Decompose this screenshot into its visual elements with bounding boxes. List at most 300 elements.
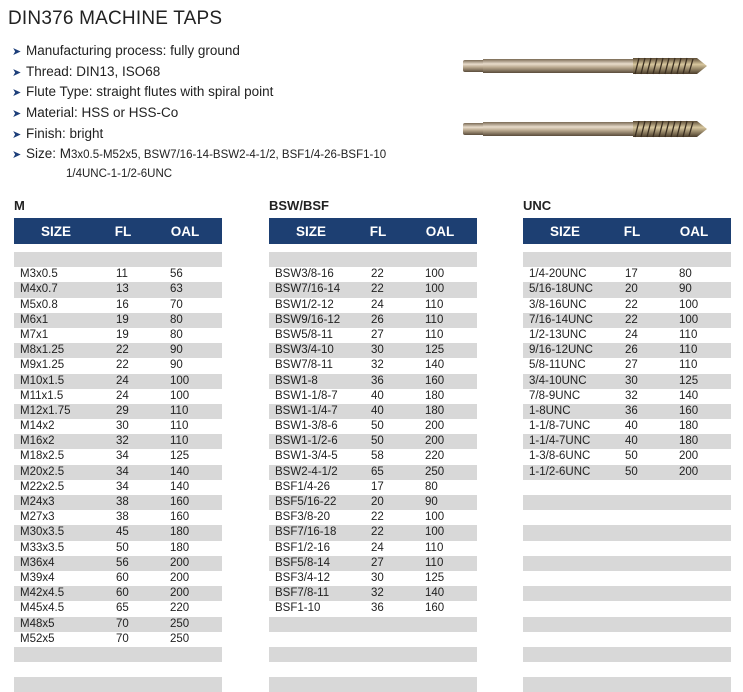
cell-oal	[671, 601, 731, 616]
cell-size	[269, 662, 367, 677]
cell-size: 5/8-11UNC	[529, 359, 586, 372]
cell-oal: 220	[425, 450, 445, 463]
cell-size: BSW7/8-11	[275, 359, 333, 372]
cell-oal: 180	[425, 404, 445, 417]
table-category: UNC	[523, 198, 552, 213]
cell-fl: 65	[371, 465, 384, 478]
cell-size: BSW3/4-10	[275, 344, 334, 357]
table-row	[14, 298, 222, 313]
cell-fl: 11	[116, 268, 128, 281]
cell-size: BSW1-1/8-7	[275, 389, 338, 402]
table-row	[523, 419, 731, 434]
cell-oal	[671, 571, 731, 586]
cell-size	[523, 525, 621, 540]
cell-fl: 20	[625, 283, 638, 296]
cell-fl	[112, 677, 162, 692]
cell-oal: 200	[170, 587, 190, 600]
cell-size: 1-3/8-6UNC	[529, 450, 591, 463]
table-row	[269, 601, 477, 616]
cell-size	[523, 556, 621, 571]
cell-size: M4x0.7	[20, 283, 58, 296]
cell-oal: 160	[170, 496, 190, 508]
cell-oal	[671, 662, 731, 677]
cell-fl	[367, 632, 417, 647]
header-size: SIZE	[40, 223, 71, 239]
table-row	[14, 313, 222, 328]
header-size: SIZE	[295, 223, 326, 239]
cell-oal: 200	[679, 465, 699, 478]
cell-size: BSW1/2-12	[275, 298, 334, 311]
cell-size: 7/16-14UNC	[529, 313, 593, 326]
cell-oal: 100	[170, 389, 190, 402]
table-row	[269, 282, 477, 297]
table-row	[14, 510, 222, 525]
cell-size: M52x5	[20, 632, 55, 645]
table-row	[523, 480, 731, 495]
cell-oal: 160	[679, 404, 699, 417]
table-row	[523, 267, 731, 282]
cell-size: 1-1/2-6UNC	[529, 465, 591, 478]
table-row	[269, 298, 477, 313]
table-row	[523, 541, 731, 556]
cell-fl	[112, 647, 162, 662]
cell-fl: 40	[371, 389, 384, 402]
cell-fl: 50	[625, 450, 638, 463]
cell-fl: 50	[116, 541, 129, 554]
cell-fl: 22	[116, 359, 129, 372]
cell-size: BSW1-1/4-7	[275, 404, 338, 417]
cell-oal	[417, 252, 477, 267]
cell-size	[14, 677, 112, 692]
cell-oal: 200	[679, 450, 699, 463]
table-row	[523, 434, 731, 449]
cell-oal	[417, 632, 477, 647]
cell-oal: 110	[170, 404, 189, 417]
cell-oal: 100	[425, 268, 445, 281]
cell-size: M6x1	[20, 313, 49, 326]
table-row	[523, 282, 731, 297]
cell-oal: 140	[679, 389, 699, 402]
header-fl: FL	[114, 223, 132, 239]
table-row	[523, 510, 731, 525]
table-row	[523, 252, 731, 267]
cell-size: M24x3	[20, 496, 55, 508]
cell-oal: 90	[679, 283, 692, 296]
table-row	[14, 617, 222, 632]
cell-size: M5x0.8	[20, 298, 58, 311]
cell-fl: 38	[116, 496, 129, 508]
cell-oal: 110	[679, 359, 698, 372]
cell-fl	[621, 252, 671, 267]
cell-size: M27x3	[20, 511, 55, 524]
cell-size: M18x2.5	[20, 450, 65, 463]
table-row	[269, 374, 477, 389]
cell-size	[523, 480, 621, 495]
cell-fl: 34	[116, 450, 129, 463]
cell-oal	[671, 677, 731, 692]
table-row	[14, 677, 222, 692]
table-row	[523, 586, 731, 601]
cell-size: BSF1/4-26	[275, 480, 330, 493]
cell-oal: 56	[170, 268, 183, 281]
cell-fl: 27	[625, 359, 638, 372]
cell-fl: 65	[116, 602, 129, 615]
cell-fl: 22	[371, 283, 384, 296]
table-row	[14, 632, 222, 647]
cell-oal: 80	[425, 480, 438, 493]
cell-size: M20x2.5	[20, 465, 65, 478]
cell-oal: 110	[425, 298, 444, 311]
cell-oal: 250	[170, 617, 190, 630]
feature-list	[12, 41, 386, 165]
header-oal: OAL	[170, 223, 200, 239]
table-row	[269, 617, 477, 632]
cell-size: 9/16-12UNC	[529, 344, 593, 357]
cell-size: M9x1.25	[20, 359, 65, 372]
cell-fl: 22	[625, 313, 638, 326]
feature-item: ➤ Manufacturing process: fully ground	[12, 41, 386, 62]
table-row	[523, 525, 731, 540]
table-row	[14, 358, 222, 373]
cell-size: M14x2	[20, 420, 55, 433]
cell-fl: 26	[371, 313, 384, 326]
cell-oal: 100	[170, 374, 190, 387]
cell-size: M33x3.5	[20, 541, 65, 554]
cell-fl	[621, 617, 671, 632]
cell-oal: 125	[679, 374, 699, 387]
cell-oal: 200	[425, 435, 445, 448]
table-row	[269, 677, 477, 692]
cell-oal	[162, 662, 222, 677]
table-row	[14, 647, 222, 662]
cell-size: BSF3/4-12	[275, 571, 330, 584]
table-row	[14, 252, 222, 267]
table-row	[523, 465, 731, 480]
cell-fl: 19	[116, 313, 129, 326]
cell-fl: 24	[371, 298, 384, 311]
cell-size: BSW9/16-12	[275, 313, 341, 326]
cell-oal: 140	[170, 465, 190, 478]
cell-size: BSF1/2-16	[275, 541, 330, 554]
cell-size: M45x4.5	[20, 602, 65, 615]
cell-oal	[671, 586, 731, 601]
cell-fl: 40	[625, 420, 638, 433]
cell-size: M30x3.5	[20, 526, 65, 539]
cell-fl: 60	[116, 587, 129, 600]
cell-oal	[162, 677, 222, 692]
cell-fl: 20	[371, 496, 384, 508]
cell-fl	[621, 677, 671, 692]
table-row	[14, 343, 222, 358]
cell-size: BSW1-1/2-6	[275, 435, 338, 448]
table-row	[523, 677, 731, 692]
cell-size: BSW5/8-11	[275, 328, 333, 341]
cell-size: BSW1-3/8-6	[275, 420, 338, 433]
table-header	[523, 218, 731, 244]
cell-fl: 32	[116, 435, 129, 448]
table-row	[523, 495, 731, 510]
cell-oal: 70	[170, 298, 183, 311]
cell-size: M10x1.5	[20, 374, 65, 387]
cell-oal	[671, 525, 731, 540]
cell-oal: 110	[425, 313, 444, 326]
chevron-right-icon: ➤	[12, 46, 22, 58]
table-row	[269, 571, 477, 586]
cell-oal: 180	[679, 420, 699, 433]
cell-size: M3x0.5	[20, 268, 58, 281]
chevron-right-icon: ➤	[12, 149, 22, 162]
cell-oal: 100	[425, 526, 445, 539]
cell-fl	[112, 662, 162, 677]
table-row	[523, 571, 731, 586]
cell-size: BSW7/16-14	[275, 283, 341, 296]
cell-oal: 110	[679, 344, 698, 357]
cell-oal: 160	[425, 374, 445, 387]
table-row	[269, 434, 477, 449]
table-row	[269, 389, 477, 404]
table-row	[269, 495, 477, 510]
cell-oal: 100	[679, 313, 699, 326]
table-row	[269, 419, 477, 434]
header-oal: OAL	[425, 223, 455, 239]
cell-size	[14, 252, 112, 267]
cell-fl	[621, 662, 671, 677]
cell-fl: 40	[625, 435, 638, 448]
table-unc	[523, 196, 731, 692]
table-row	[14, 601, 222, 616]
table-row	[14, 662, 222, 677]
table-row	[523, 449, 731, 464]
table-row	[269, 632, 477, 647]
cell-fl: 24	[625, 328, 638, 341]
cell-fl: 17	[371, 480, 384, 493]
table-row	[269, 358, 477, 373]
cell-fl: 24	[116, 374, 129, 387]
table-row	[523, 404, 731, 419]
cell-fl: 22	[371, 268, 384, 281]
table-row	[523, 662, 731, 677]
table-header	[14, 218, 222, 244]
table-bsw-bsf	[269, 196, 477, 692]
cell-oal: 200	[425, 420, 445, 433]
feature-item: ➤ Finish: bright	[12, 124, 386, 145]
table-row	[269, 449, 477, 464]
cell-oal: 160	[170, 511, 190, 524]
cell-oal	[417, 662, 477, 677]
cell-fl: 13	[116, 283, 129, 296]
cell-fl	[367, 647, 417, 662]
cell-fl: 32	[371, 359, 384, 372]
cell-fl: 32	[625, 389, 638, 402]
cell-fl	[621, 647, 671, 662]
cell-oal: 90	[425, 496, 438, 508]
cell-size: M42x4.5	[20, 587, 65, 600]
cell-size: 5/16-18UNC	[529, 283, 593, 296]
cell-fl: 34	[116, 480, 129, 493]
cell-fl: 30	[371, 571, 384, 584]
table-m	[14, 196, 222, 692]
cell-size	[523, 510, 621, 525]
cell-size: M11x1.5	[20, 389, 64, 402]
cell-oal: 250	[425, 465, 445, 478]
cell-size: 3/4-10UNC	[529, 374, 587, 387]
cell-fl	[367, 252, 417, 267]
feature-item: ➤ Flute Type: straight flutes with spiral point	[12, 82, 386, 103]
table-row	[523, 601, 731, 616]
cell-size: 1-1/8-7UNC	[529, 420, 591, 433]
cell-size	[269, 632, 367, 647]
cell-oal: 140	[170, 480, 190, 493]
cell-oal	[671, 480, 731, 495]
cell-fl: 58	[371, 450, 384, 463]
table-row	[523, 389, 731, 404]
cell-fl: 27	[371, 328, 384, 341]
cell-size	[523, 647, 621, 662]
cell-size	[523, 662, 621, 677]
table-row	[14, 328, 222, 343]
cell-size: BSF1-10	[275, 602, 321, 615]
cell-fl: 29	[116, 404, 129, 417]
cell-fl: 50	[371, 420, 384, 433]
cell-size	[269, 647, 367, 662]
table-row	[269, 510, 477, 525]
cell-oal: 100	[425, 283, 445, 296]
header-oal: OAL	[679, 223, 709, 239]
cell-oal: 100	[425, 511, 445, 524]
table-row	[523, 647, 731, 662]
cell-size: M12x1.75	[20, 404, 71, 417]
cell-fl: 38	[116, 511, 129, 524]
cell-oal: 180	[170, 541, 190, 554]
cell-size	[14, 647, 112, 662]
cell-oal: 250	[170, 632, 190, 645]
cell-size: BSF3/8-20	[275, 511, 330, 524]
table-row	[14, 449, 222, 464]
table-row	[523, 313, 731, 328]
cell-oal: 110	[170, 435, 189, 448]
cell-fl: 50	[371, 435, 384, 448]
cell-size	[523, 571, 621, 586]
table-row	[523, 617, 731, 632]
cell-oal: 110	[679, 328, 698, 341]
cell-oal	[671, 541, 731, 556]
table-row	[14, 434, 222, 449]
cell-oal	[417, 617, 477, 632]
table-row	[523, 298, 731, 313]
table-row	[14, 389, 222, 404]
cell-size	[523, 601, 621, 616]
table-row	[269, 328, 477, 343]
table-row	[14, 525, 222, 540]
table-row	[269, 647, 477, 662]
cell-fl	[367, 662, 417, 677]
chevron-right-icon: ➤	[12, 66, 22, 79]
table-row	[269, 252, 477, 267]
cell-fl: 40	[371, 404, 384, 417]
header-size: SIZE	[549, 223, 580, 239]
cell-size: M8x1.25	[20, 344, 65, 357]
cell-oal: 220	[170, 602, 190, 615]
cell-size: 3/8-16UNC	[529, 298, 587, 311]
cell-fl: 30	[116, 420, 129, 433]
table-row	[14, 419, 222, 434]
cell-size: M16x2	[20, 435, 55, 448]
cell-oal: 110	[425, 556, 444, 569]
table-row	[14, 374, 222, 389]
cell-oal: 125	[425, 344, 445, 357]
cell-oal: 100	[679, 298, 699, 311]
cell-size: 1-8UNC	[529, 404, 571, 417]
cell-fl: 16	[116, 298, 129, 311]
cell-fl: 32	[371, 587, 384, 600]
cell-fl: 19	[116, 328, 129, 341]
table-row	[14, 465, 222, 480]
cell-oal: 90	[170, 344, 183, 357]
cell-fl: 34	[116, 465, 129, 478]
table-row	[523, 358, 731, 373]
table-row	[269, 343, 477, 358]
table-row	[269, 267, 477, 282]
cell-oal	[162, 647, 222, 662]
cell-size: BSF5/16-22	[275, 496, 337, 508]
cell-oal: 110	[425, 328, 444, 341]
cell-fl: 45	[116, 526, 129, 539]
cell-fl: 22	[116, 344, 129, 357]
cell-fl: 36	[625, 404, 638, 417]
cell-size: M48x5	[20, 617, 55, 630]
cell-size	[523, 495, 621, 510]
table-row	[14, 495, 222, 510]
table-row	[14, 282, 222, 297]
cell-fl	[621, 495, 671, 510]
cell-oal: 200	[170, 556, 190, 569]
cell-fl: 50	[625, 465, 638, 478]
cell-fl	[621, 510, 671, 525]
cell-fl	[621, 632, 671, 647]
table-row	[14, 556, 222, 571]
chevron-right-icon: ➤	[12, 128, 22, 141]
table-row	[523, 556, 731, 571]
table-row	[269, 586, 477, 601]
cell-oal: 125	[425, 571, 445, 584]
cell-oal: 140	[425, 359, 445, 372]
cell-size: 1/2-13UNC	[529, 328, 587, 341]
cell-oal: 80	[170, 328, 183, 341]
cell-size: BSF7/16-18	[275, 526, 337, 539]
cell-fl: 36	[371, 602, 384, 615]
cell-fl	[621, 480, 671, 495]
table-row	[269, 556, 477, 571]
cell-oal	[671, 647, 731, 662]
table-row	[269, 541, 477, 556]
cell-size	[523, 677, 621, 692]
cell-fl: 56	[116, 556, 129, 569]
cell-fl	[621, 586, 671, 601]
cell-fl	[621, 571, 671, 586]
cell-size	[523, 586, 621, 601]
cell-fl: 30	[371, 344, 384, 357]
table-row	[14, 267, 222, 282]
table-category: M	[14, 198, 25, 213]
machine-tap-image	[461, 117, 709, 141]
cell-fl: 24	[371, 541, 384, 554]
cell-fl	[621, 525, 671, 540]
cell-size	[523, 541, 621, 556]
cell-size: BSF5/8-14	[275, 556, 330, 569]
cell-size: 1/4-20UNC	[529, 268, 587, 281]
chevron-right-icon: ➤	[12, 87, 22, 100]
cell-fl	[621, 556, 671, 571]
